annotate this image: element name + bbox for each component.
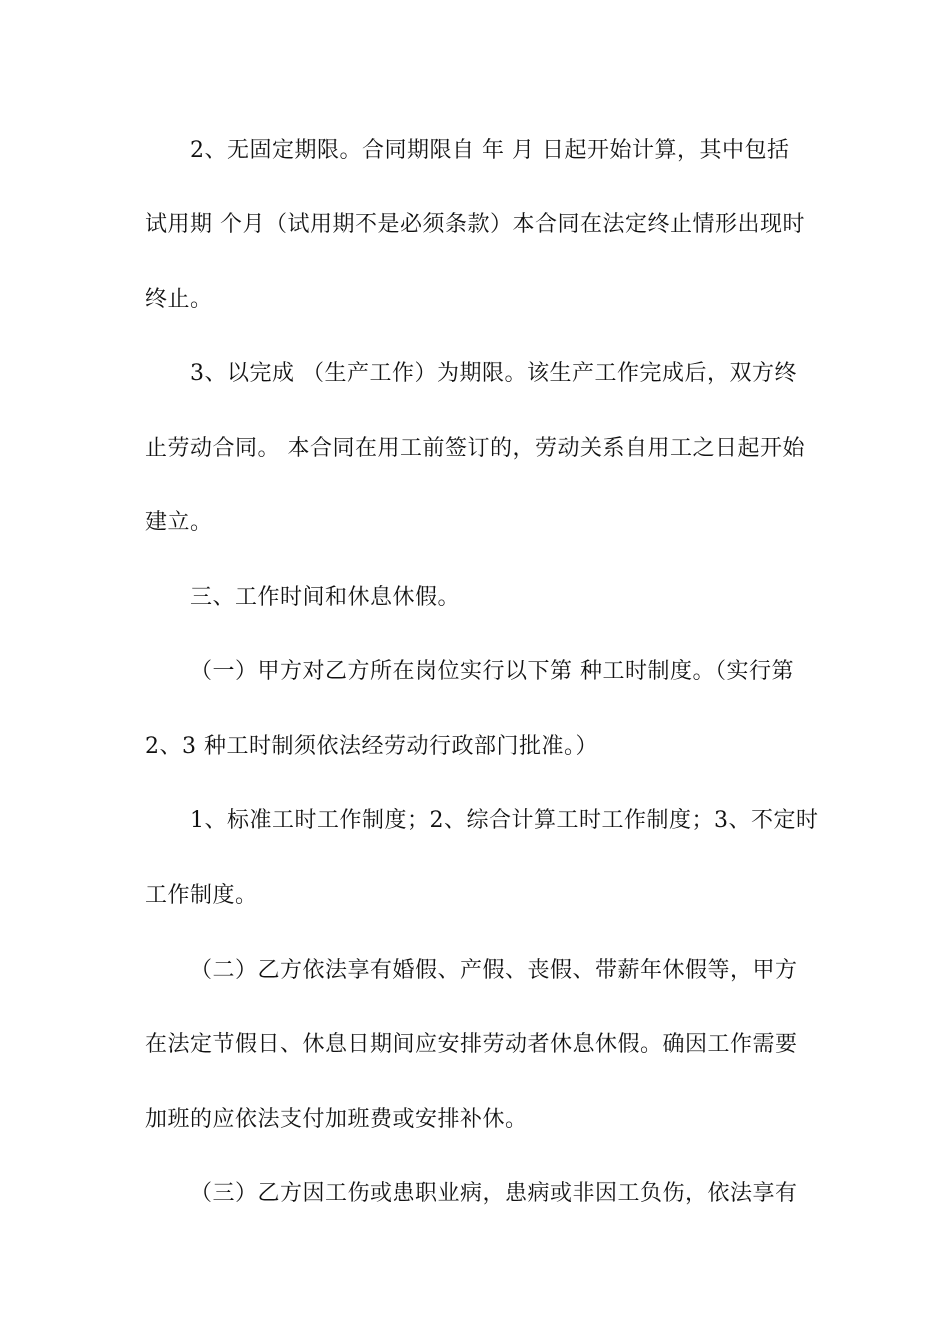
paragraph-line: （二）乙方依法享有婚假、产假、丧假、带薪年休假等，甲方 <box>190 958 798 983</box>
paragraph-line: 建立。 <box>145 510 213 535</box>
paragraph-line: 工作制度。 <box>145 883 258 908</box>
paragraph-line: 2、3 种工时制须依法经劳动行政部门批准。） <box>145 734 598 759</box>
paragraph-line: （一）甲方对乙方所在岗位实行以下第 种工时制度。（实行第 <box>190 659 794 684</box>
paragraph-line: （三）乙方因工伤或患职业病，患病或非因工负伤，依法享有 <box>190 1181 798 1206</box>
paragraph-line: 在法定节假日、休息日期间应安排劳动者休息休假。确因工作需要 <box>145 1032 798 1057</box>
paragraph-line: 试用期 个月（试用期不是必须条款）本合同在法定终止情形出现时 <box>145 212 805 237</box>
paragraph-line: 止劳动合同。 本合同在用工前签订的，劳动关系自用工之日起开始 <box>145 436 805 461</box>
paragraph-line: 1、标准工时工作制度；2、综合计算工时工作制度；3、不定时 <box>190 808 819 833</box>
paragraph-line: 2、无固定期限。合同期限自 年 月 日起开始计算，其中包括 <box>190 138 790 163</box>
paragraph-line: 3、以完成 （生产工作）为期限。该生产工作完成后，双方终 <box>190 361 797 386</box>
paragraph-line: 加班的应依法支付加班费或安排补休。 <box>145 1107 528 1132</box>
section-heading: 三、工作时间和休息休假。 <box>190 585 461 610</box>
paragraph-line: 终止。 <box>145 287 213 312</box>
